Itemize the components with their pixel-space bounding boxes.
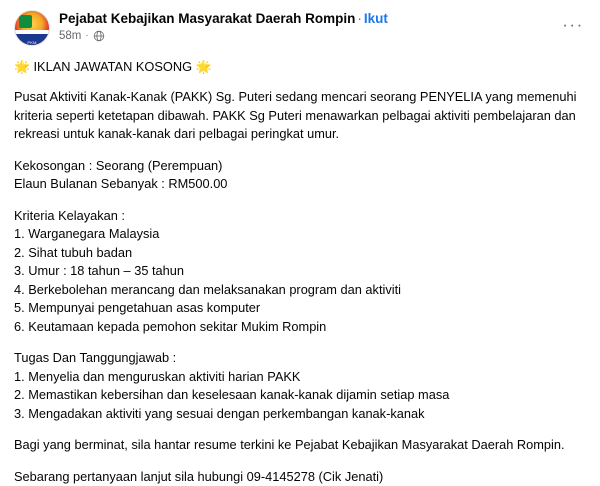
duties-item: 3. Mengadakan aktiviti yang sesuai dengan perkembangan kanak-kanak — [14, 405, 586, 424]
globe-icon — [93, 30, 105, 42]
vacancy-block — [14, 157, 586, 194]
author-separator: · — [355, 11, 364, 26]
avatar-emblem-icon — [19, 15, 32, 28]
contact-line: Sebarang pertanyaan lanjut sila hubungi 09-4145278 (Cik Jenati) — [14, 468, 586, 486]
avatar-label: PKM — [15, 40, 49, 45]
criteria-item: 5. Mempunyai pengetahuan asas komputer — [14, 299, 586, 318]
criteria-block — [14, 207, 586, 337]
post-meta — [59, 29, 586, 43]
duties-block — [14, 349, 586, 423]
criteria-item: 2. Sihat tubuh badan — [14, 244, 586, 263]
duties-item: 2. Memastikan kebersihan dan keselesaan kanak-kanak dijamin setiap masa — [14, 386, 586, 405]
page-name[interactable]: Pejabat Kebajikan Masyarakat Daerah Rompin — [59, 11, 355, 26]
allowance-line: Elaun Bulanan Sebanyak : RM500.00 — [14, 175, 586, 194]
post-headline: 🌟 IKLAN JAWATAN KOSONG 🌟 — [14, 58, 586, 76]
avatar[interactable] — [14, 10, 50, 46]
closing-line: Bagi yang berminat, sila hantar resume terkini ke Pejabat Kebajikan Masyarakat Daerah Rompin. — [14, 436, 586, 455]
post-header-text — [59, 10, 586, 43]
criteria-item: 6. Keutamaan kepada pemohon sekitar Mukim Rompin — [14, 318, 586, 337]
post-header — [0, 0, 600, 50]
duties-item: 1. Menyelia dan menguruskan aktiviti harian PAKK — [14, 368, 586, 387]
meta-separator: · — [85, 29, 88, 43]
criteria-item: 1. Warganegara Malaysia — [14, 225, 586, 244]
criteria-item: 3. Umur : 18 tahun – 35 tahun — [14, 262, 586, 281]
post-intro-paragraph: Pusat Aktiviti Kanak-Kanak (PAKK) Sg. Puteri sedang mencari seorang PENYELIA yang memenuhi kriteria seperti ketetapan dibawah. PAKK Sg Puteri menawarkan pelbagai aktiviti pembelajaran dan rekreasi untuk kanak-kanak dari pelbagai peringkat umur. — [14, 88, 586, 144]
vacancy-line: Kekosongan : Seorang (Perempuan) — [14, 157, 586, 176]
criteria-title: Kriteria Kelayakan : — [14, 207, 586, 226]
follow-button[interactable]: Ikut — [364, 11, 388, 26]
post-more-options-button[interactable]: ··· — [560, 16, 586, 34]
post-timestamp[interactable]: 58m — [59, 29, 81, 43]
post-author-line — [59, 11, 586, 27]
duties-title: Tugas Dan Tanggungjawab : — [14, 349, 586, 368]
closing-block — [14, 436, 586, 455]
post-body — [0, 50, 600, 486]
criteria-item: 4. Berkebolehan merancang dan melaksanakan program dan aktiviti — [14, 281, 586, 300]
